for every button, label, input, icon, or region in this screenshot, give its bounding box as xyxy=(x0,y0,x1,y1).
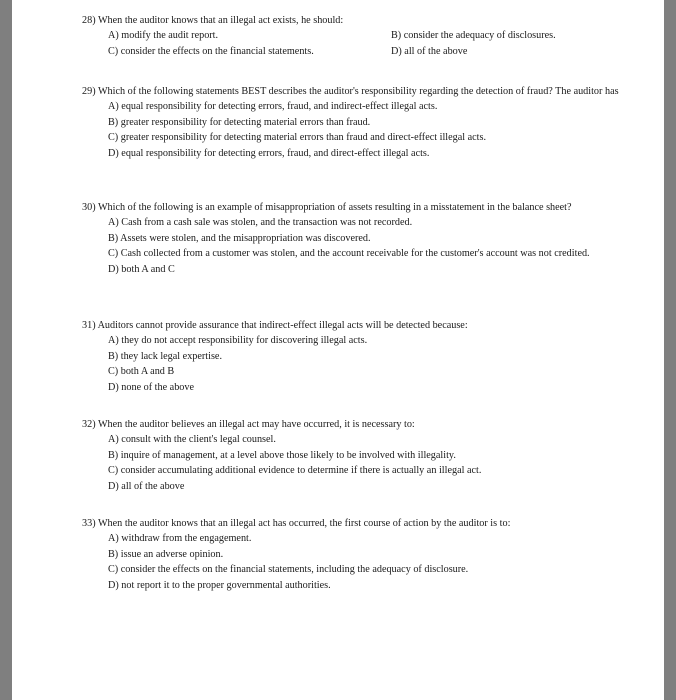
option-b: B) consider the adequacy of disclosures. xyxy=(391,30,556,42)
option-a: A) they do not accept responsibility for discovering illegal acts. xyxy=(108,335,368,347)
answer-options xyxy=(82,28,627,59)
option-c: C) greater responsibility for detecting material errors than fraud and direct-effect illegal acts. xyxy=(108,132,487,144)
option-a: A) withdraw from the engagement. xyxy=(108,533,252,545)
answer-options xyxy=(82,99,627,161)
question-31 xyxy=(82,318,627,395)
option-c: C) consider the effects on the financial statements, including the adequacy of disclosure. xyxy=(108,564,469,576)
option-c: C) consider the effects on the financial statements. xyxy=(108,45,314,57)
option-a: A) equal responsibility for detecting errors, fraud, and indirect-effect illegal acts. xyxy=(108,101,438,113)
answer-options xyxy=(82,215,627,277)
option-d: D) all of the above xyxy=(391,45,468,57)
option-c: C) consider accumulating additional evidence to determine if there is actually an illegal act. xyxy=(108,465,482,477)
option-b: B) greater responsibility for detecting material errors than fraud. xyxy=(108,116,371,128)
answer-options xyxy=(82,432,627,494)
question-stem: 28) When the auditor knows that an illegal act exists, he should: xyxy=(82,15,344,26)
question-28 xyxy=(82,13,627,59)
option-d: D) all of the above xyxy=(108,480,185,492)
question-stem: 29) Which of the following statements BEST describes the auditor's responsibility regarding the detection of fraud? The auditor has xyxy=(82,86,619,97)
option-a: A) Cash from a cash sale was stolen, and the transaction was not recorded. xyxy=(108,217,413,229)
option-d: D) none of the above xyxy=(108,381,194,393)
question-29 xyxy=(82,84,627,161)
option-b: B) they lack legal expertise. xyxy=(108,350,222,362)
answer-options xyxy=(82,531,627,593)
option-c: C) Cash collected from a customer was stolen, and the account receivable for the customer's account was not credited. xyxy=(108,248,590,260)
question-32 xyxy=(82,417,627,494)
options-row xyxy=(108,28,627,43)
question-30 xyxy=(82,200,627,277)
option-a: A) modify the audit report. xyxy=(108,30,219,42)
option-b: B) issue an adverse opinion. xyxy=(108,548,224,560)
option-b: B) inquire of management, at a level above those likely to be involved with illegality. xyxy=(108,449,456,461)
option-c: C) both A and B xyxy=(108,366,175,378)
page-border-left xyxy=(0,0,12,700)
question-stem: 32) When the auditor believes an illegal act may have occurred, it is necessary to: xyxy=(82,419,415,430)
question-stem: 31) Auditors cannot provide assurance that indirect-effect illegal acts will be detected because: xyxy=(82,320,468,331)
option-d: D) not report it to the proper governmental authorities. xyxy=(108,579,331,591)
question-stem: 30) Which of the following is an example of misappropriation of assets resulting in a misstatement in the balance sheet? xyxy=(82,202,572,213)
option-b: B) Assets were stolen, and the misappropriation was discovered. xyxy=(108,232,371,244)
answer-options xyxy=(82,333,627,395)
option-d: D) equal responsibility for detecting errors, fraud, and direct-effect illegal acts. xyxy=(108,147,430,159)
option-a: A) consult with the client's legal counsel. xyxy=(108,434,276,446)
option-d: D) both A and C xyxy=(108,263,175,275)
question-33 xyxy=(82,516,627,593)
page-border-right xyxy=(664,0,676,700)
options-row xyxy=(108,44,627,59)
document-page xyxy=(12,0,664,700)
question-stem: 33) When the auditor knows that an illegal act has occurred, the first course of action by the auditor is to: xyxy=(82,518,511,529)
